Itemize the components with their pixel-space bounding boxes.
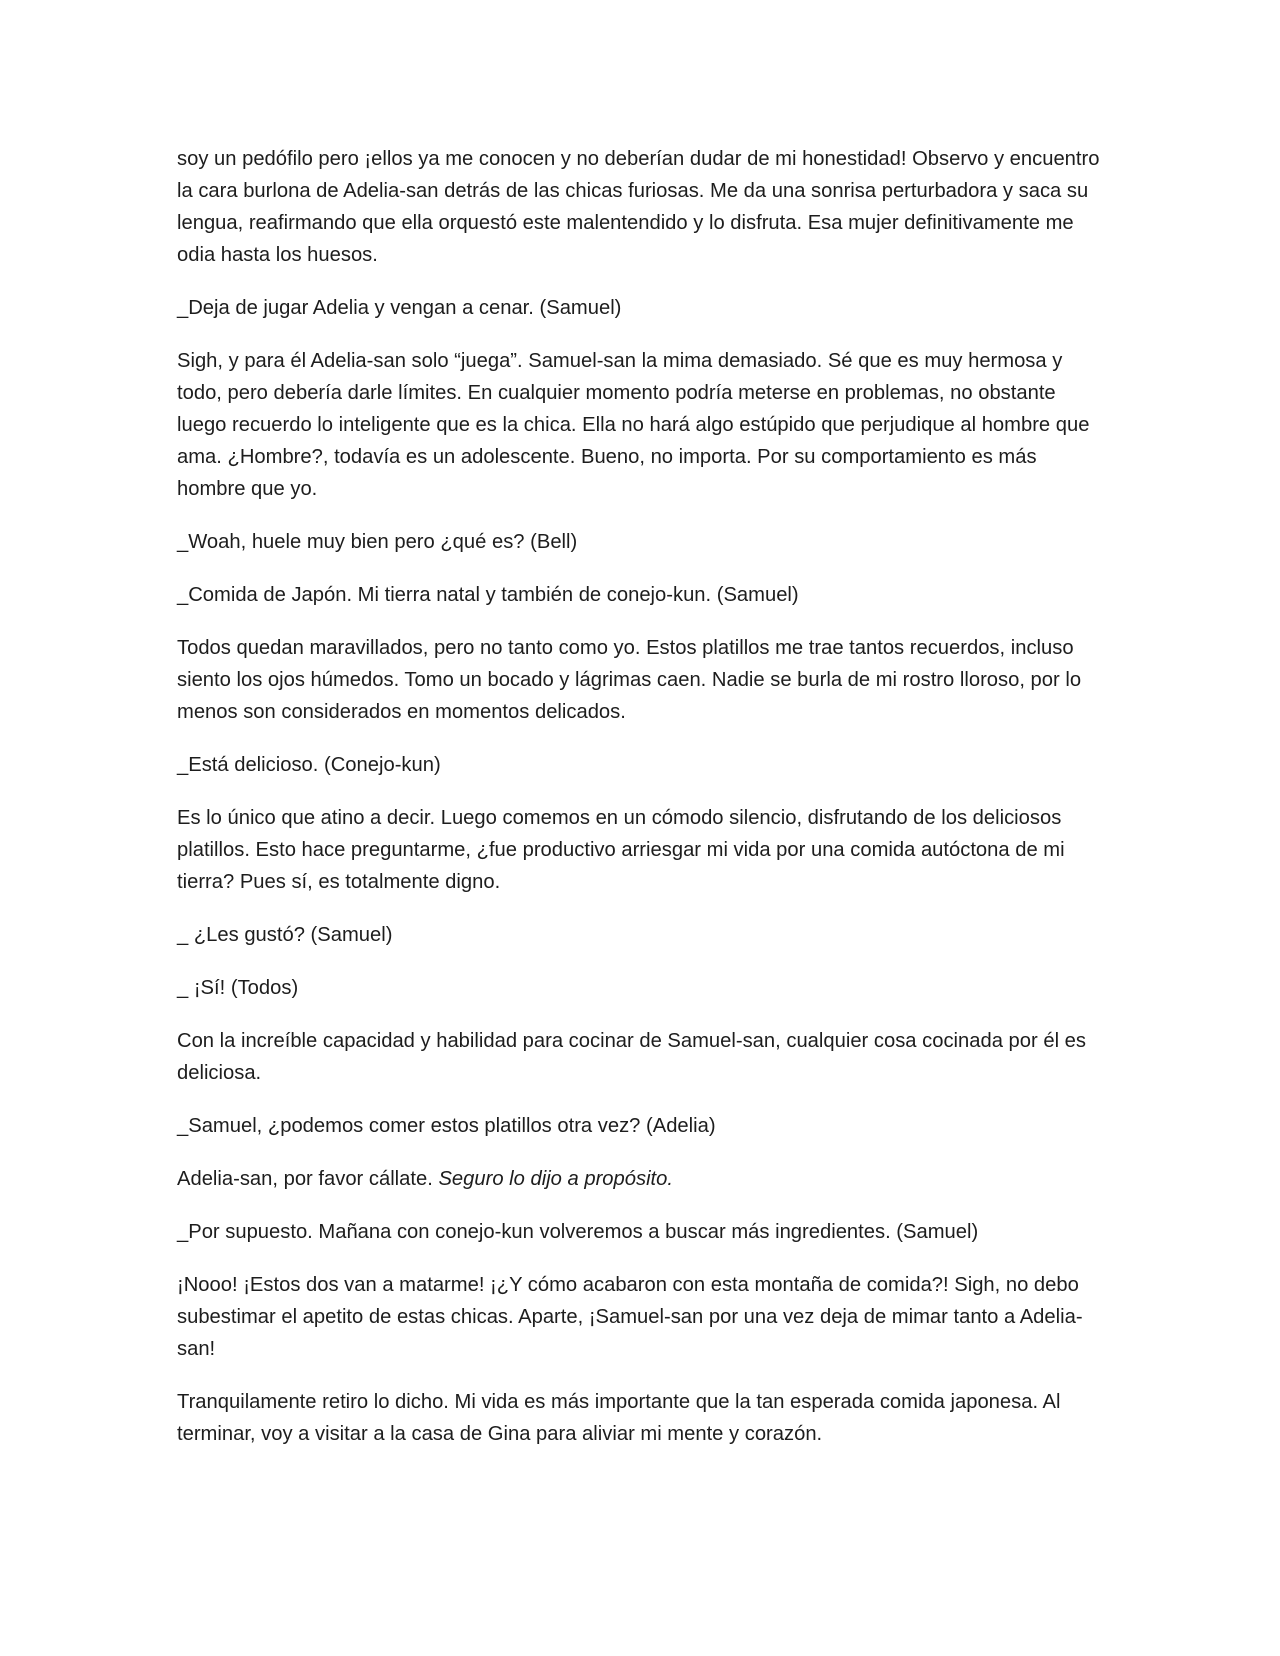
dialogue-line: _Samuel, ¿podemos comer estos platillos otra vez? (Adelia) [177, 1115, 716, 1137]
paragraph: soy un pedófilo pero ¡ellos ya me conocen y no deberían dudar de mi honestidad! Observo y encuentro la cara burlona de Adelia-san detrás de las chicas furiosas. Me da una sonrisa perturbadora y saca su lengua, reafirmando que ella orquestó este malentendido y lo disfruta. Esa mujer definitivamente me odia hasta los huesos. [177, 148, 1100, 266]
dialogue-line: _Woah, huele muy bien pero ¿qué es? (Bell) [177, 531, 578, 553]
document-page [177, 143, 1107, 1471]
paragraph: Con la increíble capacidad y habilidad para cocinar de Samuel-san, cualquier cosa cocinada por él es deliciosa. [177, 1030, 1086, 1084]
paragraph: Todos quedan maravillados, pero no tanto como yo. Estos platillos me trae tantos recuerdos, incluso siento los ojos húmedos. Tomo un bocado y lágrimas caen. Nadie se burla de mi rostro lloroso, por lo menos son considerados en momentos delicados. [177, 637, 1082, 723]
dialogue-line: _Está delicioso. (Conejo-kun) [177, 754, 441, 776]
paragraph: Tranquilamente retiro lo dicho. Mi vida es más importante que la tan esperada comida japonesa. Al terminar, voy a visitar a la casa de Gina para aliviar mi mente y corazón. [177, 1391, 1061, 1445]
dialogue-line: _ ¡Sí! (Todos) [177, 977, 299, 999]
paragraph: Sigh, y para él Adelia-san solo “juega”. Samuel-san la mima demasiado. Sé que es muy hermosa y todo, pero debería darle límites. En cualquier momento podría meterse en problemas, no obstante luego recuerdo lo inteligente que es la chica. Ella no hará algo estúpido que perjudique al hombre que ama. ¿Hombre?, todavía es un adolescente. Bueno, no importa. Por su comportamiento es más hombre que yo. [177, 350, 1090, 500]
paragraph: Es lo único que atino a decir. Luego comemos en un cómodo silencio, disfrutando de los deliciosos platillos. Esto hace preguntarme, ¿fue productivo arriesgar mi vida por una comida autóctona de mi tierra? Pues sí, es totalmente digno. [177, 807, 1065, 893]
dialogue-line: _Deja de jugar Adelia y vengan a cenar. (Samuel) [177, 297, 622, 319]
dialogue-line: _ ¿Les gustó? (Samuel) [177, 924, 393, 946]
dialogue-line: _Por supuesto. Mañana con conejo-kun volveremos a buscar más ingredientes. (Samuel) [177, 1221, 979, 1243]
dialogue-line: _Comida de Japón. Mi tierra natal y también de conejo-kun. (Samuel) [177, 584, 799, 606]
paragraph-with-italic [177, 1163, 1107, 1195]
paragraph: ¡Nooo! ¡Estos dos van a matarme! ¡¿Y cómo acabaron con esta montaña de comida?! Sigh, no debo subestimar el apetito de estas chicas. Aparte, ¡Samuel-san por una vez deja de mimar tanto a Adelia-san! [177, 1274, 1083, 1360]
italic-thought: Seguro lo dijo a propósito. [438, 1168, 674, 1190]
paragraph-text: Adelia-san, por favor cállate. [177, 1168, 439, 1190]
